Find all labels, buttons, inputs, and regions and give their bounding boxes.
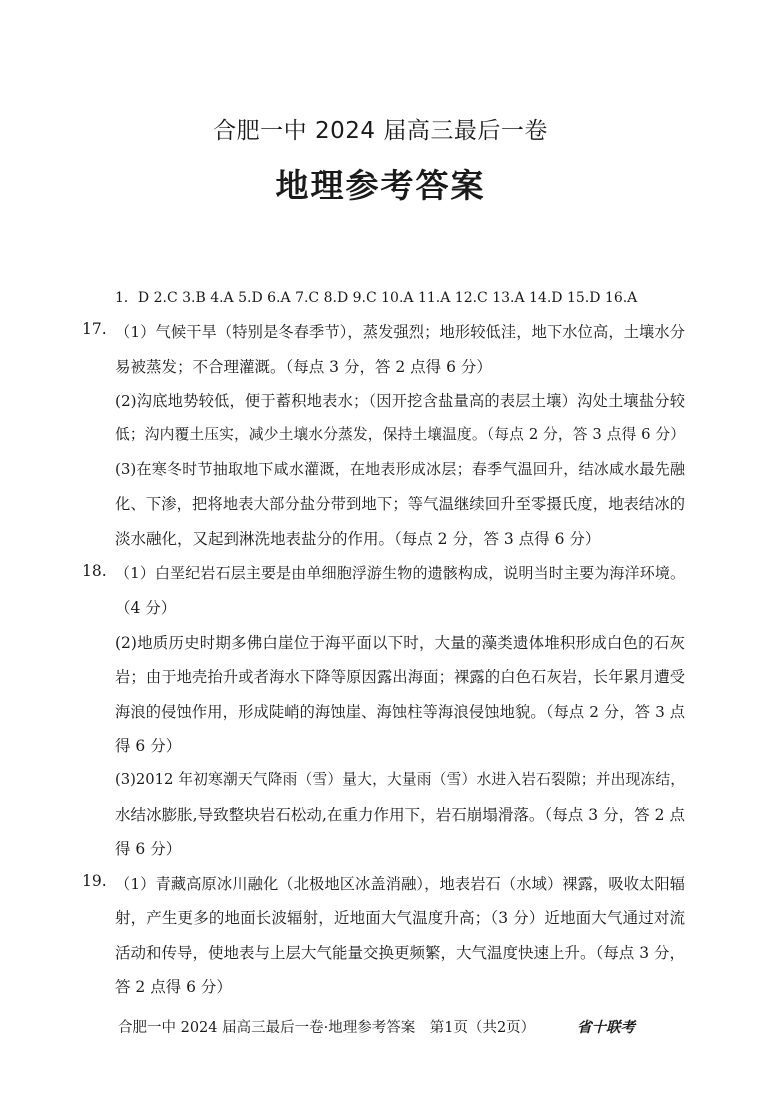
- page-footer: 合肥一中 2024 届高三最后一卷·地理参考答案 第1页（共2页）: [118, 1020, 536, 1036]
- q18-line: （1）白垩纪岩石层主要是由单细胞浮游生物的遗骸构成，说明当时主要为海洋环境。: [115, 564, 685, 582]
- q19-line: （1）青藏高原冰川融化（北极地区冰盖消融），地表岩石（水域）裸露，吸收太阳辐: [115, 875, 685, 893]
- q17-line: 淡水融化，又起到淋洗地表盐分的作用。（每点 2 分，答 3 点得 6 分）: [115, 530, 601, 548]
- q18-line: （4 分）: [115, 599, 177, 617]
- q19-line: 答 2 点得 6 分）: [115, 978, 232, 996]
- q18-line: 海浪的侵蚀作用，形成陡峭的海蚀崖、海蚀柱等海浪侵蚀地貌。（每点 2 分，答 3 点: [115, 703, 685, 721]
- q18-line: 水结冰膨胀,导致整块岩石松动,在重力作用下，岩石崩塌滑落。（每点 3 分，答 2 点: [115, 806, 685, 824]
- q17-line: 易被蒸发；不合理灌溉。（每点 3 分，答 2 点得 6 分）: [115, 358, 492, 376]
- q17-line: 化、下渗，把将地表大部分盐分带到地下；等气温继续回升至零摄氏度，地表结冰的: [115, 495, 685, 513]
- q18-line: (2)地质历史时期多佛白崖位于海平面以下时，大量的藻类遗体堆积形成白色的石灰: [115, 634, 685, 652]
- answer-key-title: 地理参考答案: [275, 166, 486, 205]
- q17-line: (2)沟底地势较低，便于蓄积地表水；（因开挖含盐量高的表层土壤）沟处土壤盐分较: [115, 392, 685, 410]
- publisher-stamp: 省十联考: [577, 1019, 635, 1036]
- q19-line: 射，产生更多的地面长波辐射，近地面大气温度升高；（3 分）近地面大气通过对流: [115, 909, 685, 927]
- q17-line: （1）气候干旱（特别是冬春季节），蒸发强烈；地形较低洼，地下水位高，土壤水分: [115, 323, 685, 341]
- question-number-19: 19.: [82, 872, 107, 890]
- multiple-choice-answers: 1．D 2.C 3.B 4.A 5.D 6.A 7.C 8.D 9.C 10.A 11.A 12.C 13.A 14.D 15.D 16.A: [115, 290, 638, 306]
- q18-line: 得 6 分）: [115, 840, 182, 858]
- q18-line: 得 6 分）: [115, 737, 182, 755]
- question-number-18: 18.: [82, 562, 107, 580]
- q17-line: 低；沟内覆土压实，减少土壤水分蒸发，保持土壤温度。（每点 2 分，答 3 点得 6 分）: [115, 426, 685, 443]
- q18-line: (3)2012 年初寒潮天气降雨（雪）量大，大量雨（雪）水进入岩石裂隙；并出现冻结，: [115, 771, 685, 788]
- exam-title: 合肥一中 2024 届高三最后一卷: [213, 118, 548, 144]
- question-number-17: 17.: [82, 320, 107, 338]
- q18-line: 岩；由于地壳抬升或者海水下降等原因露出海面；裸露的白色石灰岩，长年累月遭受: [115, 668, 685, 686]
- q19-line: 活动和传导，使地表与上层大气能量交换更频繁，大气温度快速上升。（每点 3 分，: [115, 944, 685, 962]
- q17-line: (3)在寒冬时节抽取地下咸水灌溉，在地表形成冰层；春季气温回升，结冰咸水最先融: [115, 460, 685, 478]
